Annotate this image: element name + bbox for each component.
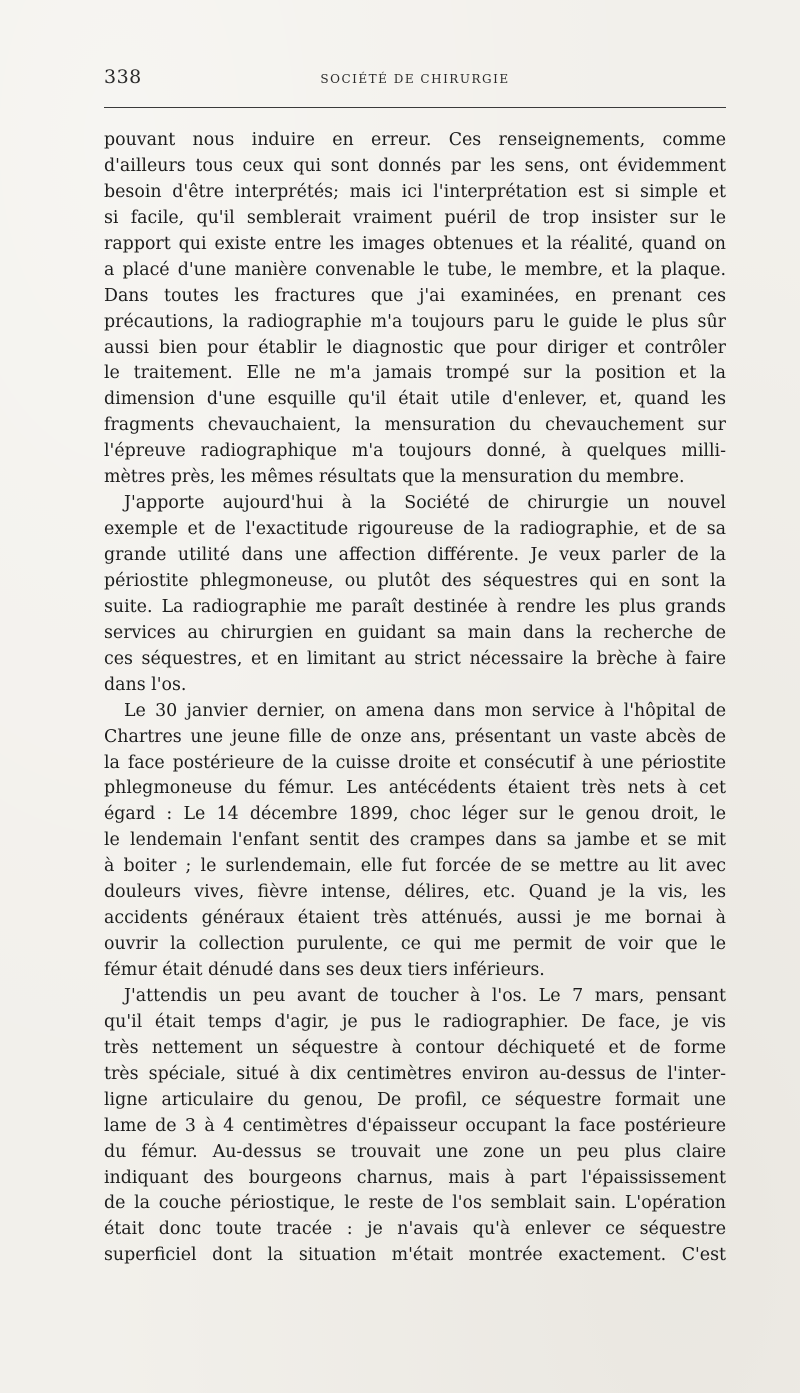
text-line: superficiel dont la situation m'était montrée exactement. C'est	[104, 1245, 726, 1266]
header-rule	[104, 107, 726, 108]
text-line: rapport qui existe entre les images obtenues et la réalité, quand on	[104, 233, 726, 254]
text-line: du fémur. Au-dessus se trouvait une zone un peu plus claire	[104, 1141, 726, 1162]
text-line: services au chirurgien en guidant sa main dans la recherche de	[104, 622, 726, 643]
text-line: était donc toute tracée : je n'avais qu'à enlever ce séquestre	[104, 1219, 726, 1240]
text-line: dans l'os.	[104, 674, 187, 695]
text-line: exemple et de l'exactitude rigoureuse de la radiographie, et de sa	[104, 519, 726, 540]
text-line: fragments chevauchaient, la mensuration du chevauchement sur	[104, 415, 726, 436]
text-line: ligne articulaire du genou, De profil, ce séquestre formait une	[104, 1089, 726, 1110]
text-line: aussi bien pour établir le diagnostic que pour diriger et contrôler	[104, 337, 726, 358]
body-text	[104, 128, 726, 1269]
text-line: dimension d'une esquille qu'il était utile d'enlever, et, quand les	[104, 389, 726, 410]
text-line: douleurs vives, fièvre intense, délires, etc. Quand je la vis, les	[104, 882, 726, 903]
text-line: le traitement. Elle ne m'a jamais trompé sur la position et la	[104, 363, 726, 384]
text-line: phlegmoneuse du fémur. Les antécédents étaient très nets à cet	[104, 778, 726, 799]
text-line: suite. La radiographie me paraît destinée à rendre les plus grands	[104, 596, 726, 617]
text-line: de la couche périostique, le reste de l'os semblait sain. L'opération	[104, 1193, 726, 1214]
paragraph	[104, 491, 726, 699]
text-line: lame de 3 à 4 centimètres d'épaisseur occupant la face postérieure	[104, 1115, 726, 1136]
text-line: Dans toutes les fractures que j'ai examinées, en prenant ces	[104, 285, 726, 306]
text-line: J'attendis un peu avant de toucher à l'os. Le 7 mars, pensant	[124, 985, 726, 1006]
text-line: accidents généraux étaient très atténués, aussi je me bornai à	[104, 908, 726, 929]
text-line: périostite phlegmoneuse, ou plutôt des séquestres qui en sont la	[104, 570, 726, 591]
text-line: l'épreuve radiographique m'a toujours donné, à quelques milli-	[104, 441, 726, 462]
text-line: Le 30 janvier dernier, on amena dans mon service à l'hôpital de	[124, 700, 726, 721]
text-line: la face postérieure de la cuisse droite et consécutif à une périostite	[104, 752, 726, 773]
text-line: le lendemain l'enfant sentit des crampes dans sa jambe et se mit	[104, 830, 726, 851]
text-line: très spéciale, situé à dix centimètres environ au-dessus de l'inter-	[104, 1063, 726, 1084]
text-line: d'ailleurs tous ceux qui sont donnés par les sens, ont évidemment	[104, 155, 726, 176]
text-line: pouvant nous induire en erreur. Ces renseignements, comme	[104, 130, 726, 150]
text-line: précautions, la radiographie m'a toujours paru le guide le plus sûr	[104, 311, 726, 332]
text-line: ces séquestres, et en limitant au strict nécessaire la brèche à faire	[104, 648, 726, 669]
text-line: si facile, qu'il semblerait vraiment puéril de trop insister sur le	[104, 207, 726, 228]
paragraph	[104, 699, 726, 984]
text-line: J'apporte aujourd'hui à la Société de chirurgie un nouvel	[124, 493, 726, 514]
text-line: égard : Le 14 décembre 1899, choc léger sur le genou droit, le	[104, 804, 726, 825]
running-title: SOCIÉTÉ DE CHIRURGIE	[320, 72, 510, 86]
text-line: indiquant des bourgeons charnus, mais à part l'épaississement	[104, 1167, 726, 1188]
text-line: a placé d'une manière convenable le tube, le membre, et la plaque.	[104, 259, 726, 280]
text-line: très nettement un séquestre à contour déchiqueté et de forme	[104, 1037, 726, 1058]
text-line: grande utilité dans une affection différente. Je veux parler de la	[104, 545, 726, 565]
paragraph	[104, 984, 726, 1269]
text-line: à boiter ; le surlendemain, elle fut forcée de se mettre au lit avec	[104, 856, 726, 877]
page-number: 338	[104, 66, 142, 88]
text-line: Chartres une jeune fille de onze ans, présentant un vaste abcès de	[104, 726, 726, 747]
text-line: ouvrir la collection purulente, ce qui me permit de voir que le	[104, 934, 726, 955]
text-line: qu'il était temps d'agir, je pus le radiographier. De face, je vis	[104, 1011, 726, 1032]
text-line: fémur était dénudé dans ses deux tiers inférieurs.	[104, 960, 545, 980]
text-line: mètres près, les mêmes résultats que la mensuration du membre.	[104, 467, 685, 488]
paragraph	[104, 128, 726, 491]
text-line: besoin d'être interprétés; mais ici l'interprétation est si simple et	[104, 181, 726, 202]
page-header	[104, 66, 726, 98]
